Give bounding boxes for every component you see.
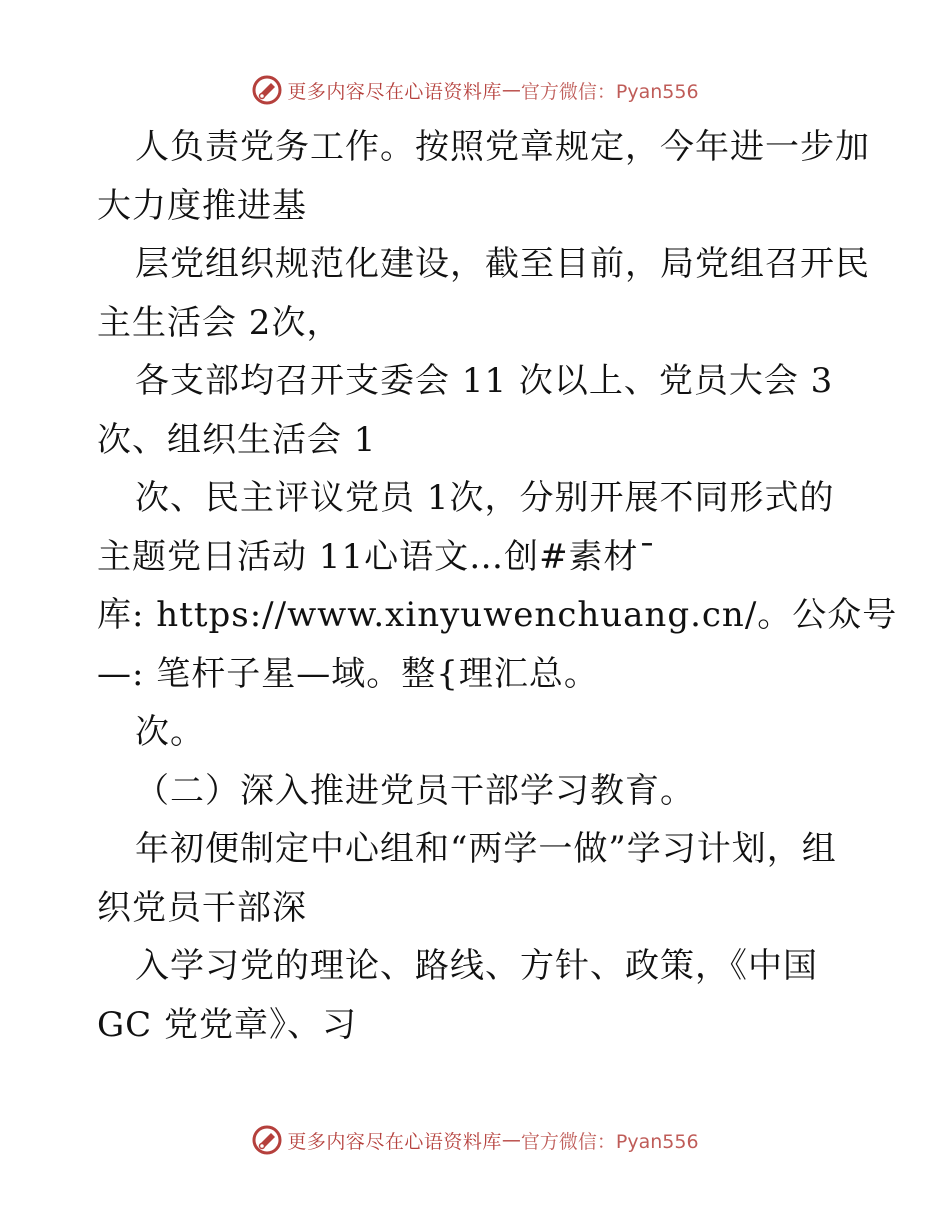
banner-separator: — [501,79,521,101]
body-line: 次。 [135,712,205,752]
body-line: 主题党日活动 11心语文…创#素材¯ [97,536,657,577]
body-line: 库: https://www.xinyuwenchuang.cn/。公众号 [97,595,898,635]
logo-icon [251,1124,283,1156]
body-line: 次、民主评议党员 1次，分别开展不同形式的 [135,478,835,518]
footer-banner [0,1120,950,1160]
body-line: GC 党党章》、习 [97,1004,357,1045]
body-line: 各支部均召开支委会 11 次以上、党员大会 3 [135,361,834,401]
section-heading: （二）深入推进党员干部学习教育。 [135,770,695,811]
logo-icon [251,74,283,106]
banner-wechat: 官方微信：Pyan556 [520,1130,699,1153]
header-banner [0,70,950,110]
body-line: 年初便制定中心组和“两学一做”学习计划，组 [135,829,837,869]
body-line: 次、组织生活会 1 [97,419,377,460]
body-line: 层党组织规范化建设，截至目前，局党组召开民 [135,244,870,284]
body-line: —: 笔杆子星—域。整{理汇总。 [97,653,599,694]
body-line: 大力度推进基 [97,185,307,226]
banner-separator: — [501,1129,521,1151]
body-line: 人负责党务工作。按照党章规定，今年进一步加 [135,127,870,167]
body-line: 入学习党的理论、路线、方针、政策，《中国 [135,946,818,986]
body-line: 织党员干部深 [97,887,307,928]
body-line: 主生活会 2次， [97,302,342,343]
document-body [97,118,898,1054]
banner-title: 更多内容尽在心语资料库 [287,1130,502,1153]
banner-title: 更多内容尽在心语资料库 [287,80,502,103]
banner-wechat: 官方微信：Pyan556 [520,80,699,103]
